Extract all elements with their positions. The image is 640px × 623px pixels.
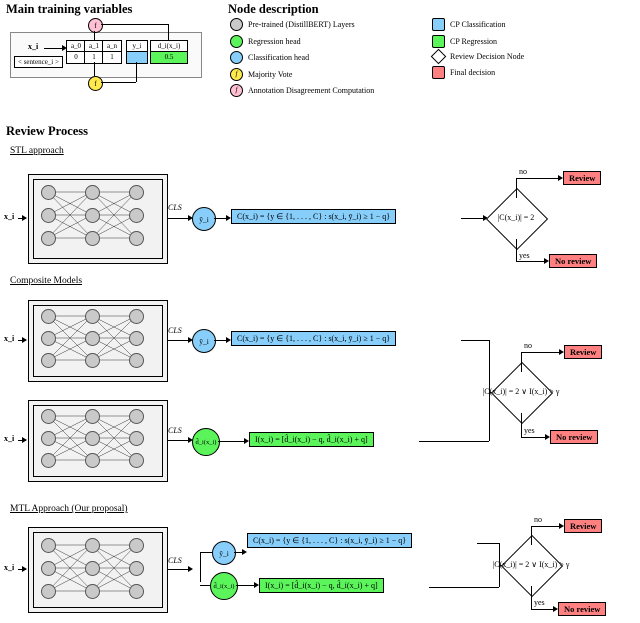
composite-yes-label: yes bbox=[524, 426, 535, 435]
mtl-cls-label: CLS bbox=[168, 556, 182, 565]
mtl-regression-head: d̂_i(x_i) bbox=[210, 572, 238, 600]
node-description-title: Node description bbox=[228, 2, 319, 16]
stl-review: Review bbox=[563, 171, 601, 185]
composite-review: Review bbox=[564, 345, 602, 359]
stl-input-label: x_i bbox=[4, 212, 15, 221]
mtl-cp-classification: C(x_i) = {y ∈ {1, . . . , C} : s(x_i, ȳ_i) ≥ 1 − q} bbox=[247, 533, 412, 548]
legend-label: Regression head bbox=[248, 36, 301, 46]
mtl-classification-head: ŷ_i bbox=[212, 541, 236, 565]
stl-no-review: No review bbox=[549, 254, 597, 268]
mtl-yes-label: yes bbox=[534, 598, 545, 607]
stl-yes-label: yes bbox=[519, 251, 530, 260]
section-label-stl: STL approach bbox=[10, 146, 64, 156]
composite-no-review: No review bbox=[550, 430, 598, 444]
stl-decision-label: |C(x_i)| = 2 bbox=[497, 213, 535, 222]
mtl-cp-regression: I(x_i) = [d̂_i(x_i) − q, d̂_i(x_i) + q] bbox=[259, 578, 384, 593]
annot-value-1: 1 bbox=[84, 51, 104, 64]
mtl-no-review: No review bbox=[558, 602, 606, 616]
composite-classification-head: ŷ_i bbox=[192, 329, 216, 353]
d-value: 0.5 bbox=[150, 51, 188, 64]
annot-header-an: a_n bbox=[102, 40, 122, 53]
stl-no-label: no bbox=[519, 167, 527, 176]
disagreement-icon: f bbox=[230, 84, 243, 97]
composite-cp-regression: I(x_i) = [d̂_i(x_i) − q, d̂_i(x_i) + q] bbox=[249, 432, 374, 447]
annot-value-0: 0 bbox=[66, 51, 86, 64]
stl-cls-label: CLS bbox=[168, 203, 182, 212]
composite-input-bottom: x_i bbox=[4, 434, 15, 443]
mtl-input-label: x_i bbox=[4, 563, 15, 572]
composite-regression-head: d̂_i(x_i) bbox=[192, 428, 220, 456]
y-label: y_i bbox=[126, 40, 148, 52]
legend-label: CP Regression bbox=[450, 36, 498, 46]
disagreement-node: f bbox=[88, 18, 103, 33]
legend-label: Classification head bbox=[248, 53, 310, 62]
section-label-composite: Composite Models bbox=[10, 276, 83, 286]
composite-cls-bottom: CLS bbox=[168, 426, 182, 435]
x-label: x_i bbox=[28, 42, 39, 51]
mtl-no-label: no bbox=[534, 515, 542, 524]
legend-label: Final decision bbox=[450, 67, 496, 77]
majority-vote-node: f bbox=[88, 76, 103, 91]
section-label-mtl: MTL Approach (Our proposal) bbox=[10, 504, 128, 514]
d-label: d_i(x_i) bbox=[150, 40, 188, 53]
legend-label: CP Classification bbox=[450, 20, 506, 29]
annot-value-n: 1 bbox=[102, 51, 122, 64]
composite-decision-label: |C(x_i)| = 2 ∨ I(x_i) > γ bbox=[482, 387, 560, 396]
annot-header-a0: a_0 bbox=[66, 40, 86, 53]
composite-cls-top: CLS bbox=[168, 326, 182, 335]
legend-label: Annotation Disagreement Computation bbox=[248, 86, 375, 95]
stl-cp-classification: C(x_i) = {y ∈ {1, . . . , C} : s(x_i, ȳ_i) ≥ 1 − q} bbox=[231, 209, 396, 224]
review-process-title: Review Process bbox=[6, 124, 89, 138]
legend-label: Review Decision Node bbox=[450, 52, 525, 61]
composite-cp-classification: C(x_i) = {y ∈ {1, . . . , C} : s(x_i, ȳ_i) ≥ 1 − q} bbox=[231, 331, 396, 346]
composite-input-top: x_i bbox=[4, 334, 15, 343]
legend-label: Majority Vote bbox=[248, 69, 293, 79]
composite-no-label: no bbox=[524, 341, 532, 350]
mtl-decision-label: |C(x_i)| = 2 ∨ I(x_i) > γ bbox=[492, 560, 570, 569]
main-training-title: Main training variables bbox=[6, 2, 133, 16]
mtl-review: Review bbox=[564, 519, 602, 533]
stl-classification-head: ŷ_i bbox=[192, 207, 216, 231]
annot-header-a1: a_1 bbox=[84, 40, 104, 53]
legend-label: Pre-trained (DistillBERT) Layers bbox=[248, 20, 355, 29]
majority-vote-icon: f bbox=[230, 68, 243, 81]
sentence-input: < sentence_i > bbox=[14, 56, 63, 68]
